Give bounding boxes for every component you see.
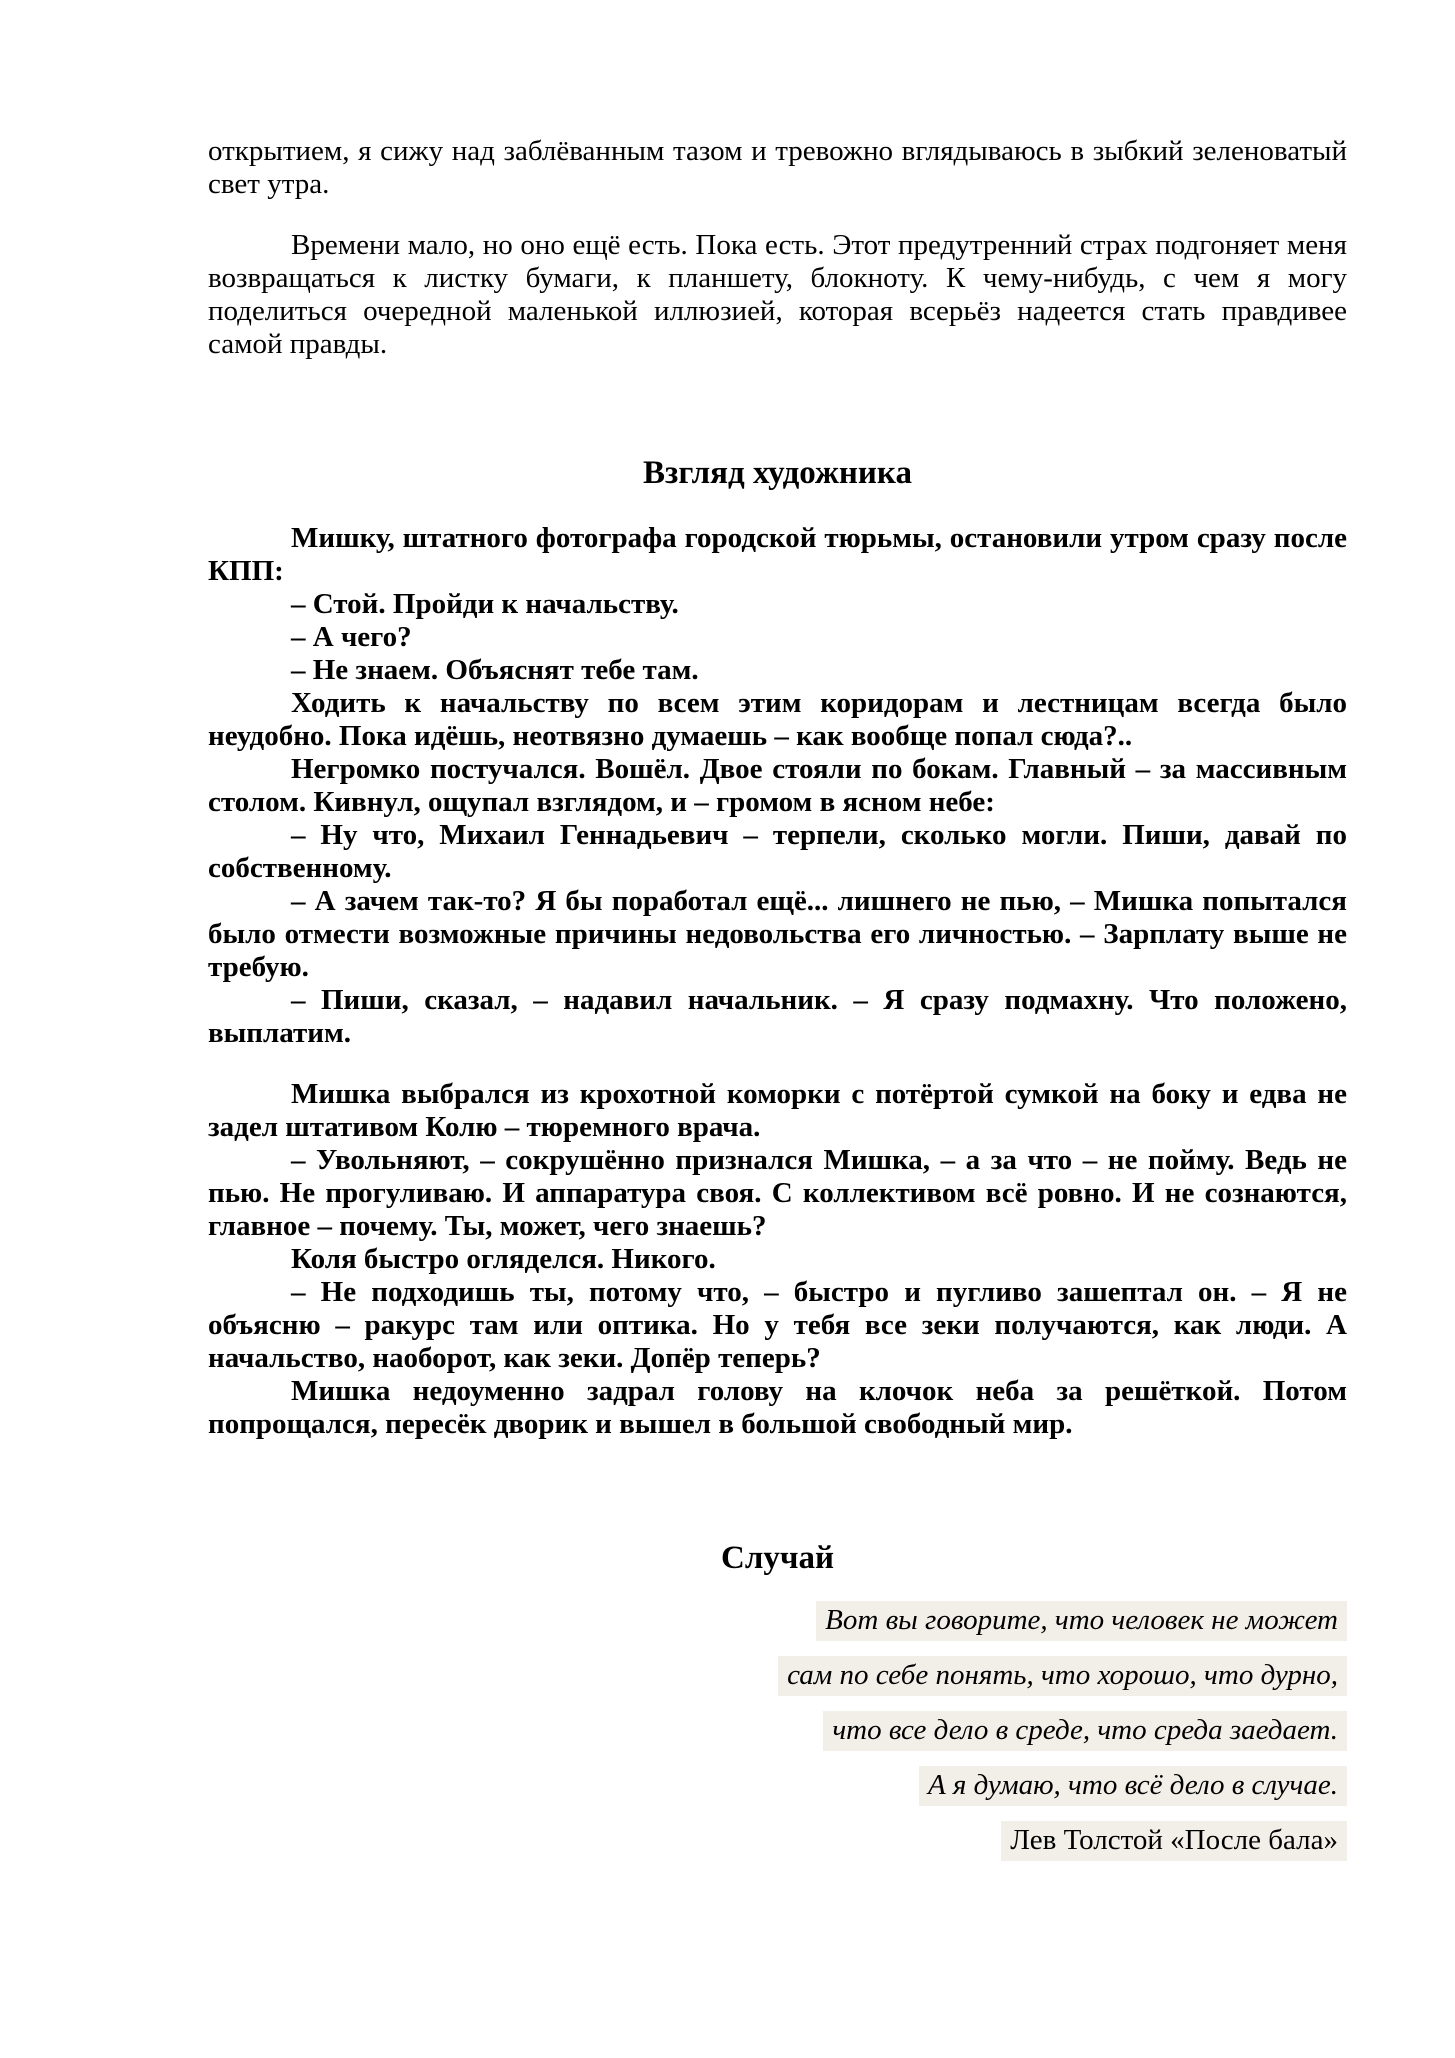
paragraph: Мишка недоуменно задрал голову на клочок неба за решёткой. Потом попрощался, пересёк дворик и вышел в большой свободный мир. bbox=[208, 1375, 1347, 1440]
paragraph: – Стой. Пройди к начальству. bbox=[291, 588, 679, 620]
epigraph-line bbox=[208, 1711, 1347, 1751]
epigraph bbox=[208, 1601, 1347, 1861]
epigraph-attribution-text: Лев Толстой «После бала» bbox=[1001, 1821, 1347, 1861]
paragraph: – Ну что, Михаил Геннадьевич – терпели, сколько могли. Пиши, давай по собственному. bbox=[208, 819, 1347, 884]
epigraph-line-text: сам по себе понять, что хорошо, что дурно, bbox=[778, 1656, 1347, 1696]
section-title-artist-view: Взгляд художника bbox=[643, 455, 912, 491]
continuation-paragraphs bbox=[208, 135, 1347, 361]
epigraph-line-text: что все дело в среде, что среда заедает. bbox=[823, 1711, 1347, 1751]
paragraph: открытием, я сижу над заблёванным тазом и тревожно вглядываюсь в зыбкий зеленоватый свет утра. bbox=[208, 135, 1347, 200]
paragraph: – А зачем так-то? Я бы поработал ещё... лишнего не пью, – Мишка попытался было отмести возможные причины недовольства его личностью. – Зарплату выше не требую. bbox=[208, 885, 1347, 983]
paragraph: Мишку, штатного фотографа городской тюрьмы, остановили утром сразу после КПП: bbox=[208, 522, 1347, 587]
epigraph-line bbox=[208, 1601, 1347, 1641]
paragraph: – Не знаем. Объяснят тебе там. bbox=[291, 654, 699, 686]
epigraph-line-text: Вот вы говорите, что человек не может bbox=[816, 1601, 1347, 1641]
section-title-case: Случай bbox=[721, 1540, 834, 1576]
epigraph-line-text: А я думаю, что всё дело в случае. bbox=[919, 1766, 1347, 1806]
paragraph: Ходить к начальству по всем этим коридорам и лестницам всегда было неудобно. Пока идёшь, неотвязно думаешь – как вообще попал сюда?.. bbox=[208, 687, 1347, 752]
paragraph: Негромко постучался. Вошёл. Двое стояли по бокам. Главный – за массивным столом. Кивнул, ощупал взглядом, и – громом в ясном небе: bbox=[208, 753, 1347, 818]
epigraph-attribution bbox=[208, 1821, 1347, 1861]
paragraph: – Не подходишь ты, потому что, – быстро и пугливо зашептал он. – Я не объясню – ракурс там или оптика. Но у тебя все зеки получаются, как люди. А начальство, наоборот, как зеки. Допёр теперь? bbox=[208, 1276, 1347, 1374]
epigraph-line bbox=[208, 1656, 1347, 1696]
paragraph: – Увольняют, – сокрушённо признался Мишка, – а за что – не пойму. Ведь не пью. Не прогуливаю. И аппаратура своя. С коллективом всё ровно. И не сознаются, главное – почему. Ты, может, чего знаешь? bbox=[208, 1144, 1347, 1242]
paragraph: Коля быстро огляделся. Никого. bbox=[291, 1243, 716, 1275]
epigraph-line bbox=[208, 1766, 1347, 1806]
paragraph: – Пиши, сказал, – надавил начальник. – Я сразу подмахну. Что положено, выплатим. bbox=[208, 984, 1347, 1049]
paragraph: Времени мало, но оно ещё есть. Пока есть. Этот предутренний страх подгоняет меня возвращаться к листку бумаги, к планшету, блокноту. К чему-нибудь, с чем я могу поделиться очередной маленькой иллюзией, которая всерьёз надеется стать правдивее самой правды. bbox=[208, 229, 1347, 360]
section-artist-view bbox=[208, 522, 1347, 1441]
paragraph: Мишка выбрался из крохотной коморки с потёртой сумкой на боку и едва не задел штативом Колю – тюремного врача. bbox=[208, 1078, 1347, 1143]
paragraph: – А чего? bbox=[291, 621, 412, 653]
